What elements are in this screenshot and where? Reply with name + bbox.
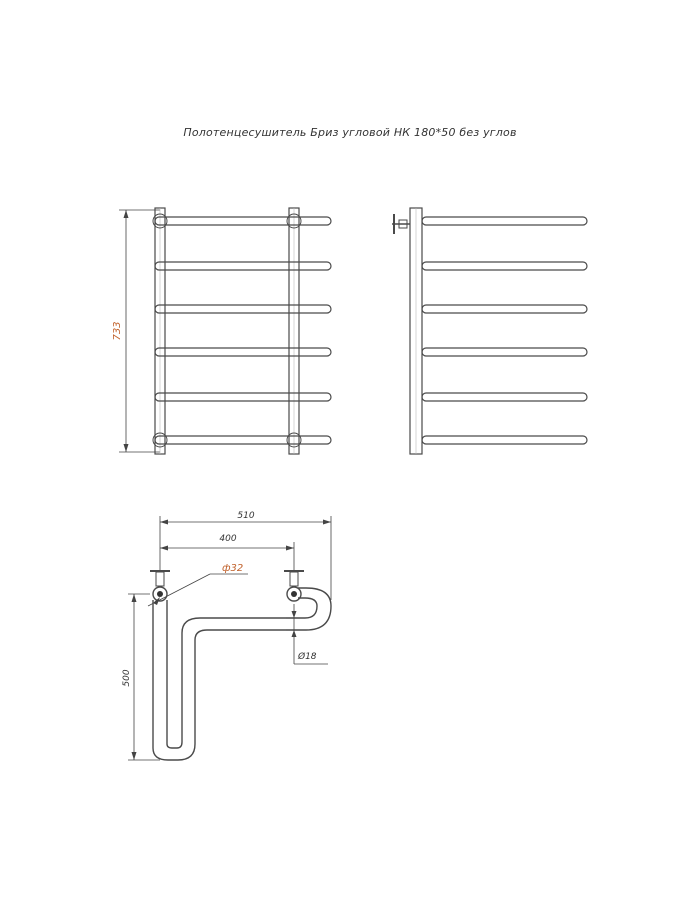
pipe-small-label: Ø18 [298, 652, 317, 662]
side-view [392, 208, 587, 454]
side-rungs [422, 217, 587, 444]
right-valve [284, 571, 304, 601]
drawing-title: Полотенцесушитель Бриз угловой НК 180*50 без углов [183, 126, 517, 139]
bent-pipe-inner [167, 598, 317, 748]
bent-pipe-outer [153, 588, 331, 760]
top-view [122, 511, 331, 760]
front-view [112, 208, 331, 454]
pipe-main-label: ф32 [222, 563, 244, 574]
height-label: 733 [112, 321, 123, 341]
front-rungs [155, 217, 331, 444]
depth-label: 500 [122, 669, 132, 687]
width-inner-label: 400 [219, 534, 237, 544]
width-total-label: 510 [237, 511, 255, 521]
